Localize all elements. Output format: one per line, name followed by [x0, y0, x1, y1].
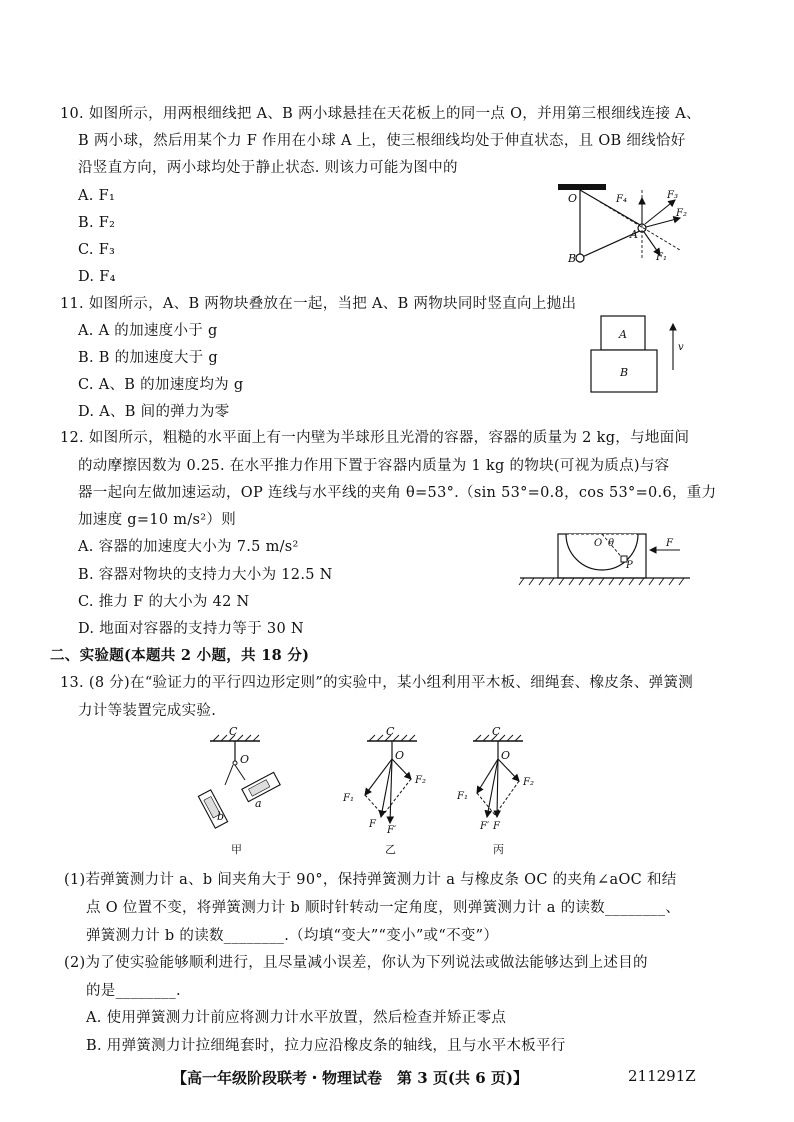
label-f1: F₁: [457, 791, 468, 802]
q13-part1-line2: 点 O 位置不变，将弹簧测力计 b 顺时针转动一定角度，则弹簧测力计 a 的读数________、: [86, 900, 681, 916]
label-block-a: A: [619, 328, 627, 341]
q12-option-a: A. 容器的加速度大小为 7.5 m/s²: [78, 539, 299, 555]
footer-title: 【高一年级阶段联考・物理试卷 第 3 页(共 6 页)】: [172, 1069, 528, 1087]
label-c: C: [229, 725, 238, 738]
q13-part1-line3: 弹簧测力计 b 的读数________.（均填“变大”“变小”或“不变”）: [86, 928, 499, 944]
q12-option-d: D. 地面对容器的支持力等于 30 N: [78, 621, 304, 637]
label-f: F: [493, 821, 500, 832]
caption-yi: 乙: [385, 843, 396, 856]
q10-stem-line2: B 两小球，然后用某个力 F 作用在小球 A 上，使三根细线均处于伸直状态，且 OB 细线恰好: [78, 133, 686, 149]
q12-stem-line4: 加速度 g=10 m/s²）则: [78, 512, 236, 528]
ceiling: [558, 184, 606, 190]
q10-stem-line1: 10. 如图所示，用两根细线把 A、B 两小球悬挂在天花板上的同一点 O，并用第三根细线连接 A、: [60, 106, 701, 122]
q12-figure: [520, 530, 695, 592]
label-o: O: [240, 753, 250, 766]
label-f1: F₁: [343, 793, 354, 804]
q11-option-b: B. B 的加速度大于 g: [78, 350, 218, 366]
label-f4: F₄: [616, 194, 627, 205]
label-f2: F₂: [415, 775, 426, 786]
label-theta: θ: [608, 538, 615, 549]
label-c: C: [386, 725, 395, 738]
label-o: O: [501, 749, 511, 762]
q10-option-b: B. F₂: [78, 215, 116, 231]
label-f: F: [369, 819, 376, 830]
q13-option-b: B. 用弹簧测力计拉细绳套时，拉力应沿橡皮条的轴线，且与水平木板平行: [86, 1038, 566, 1054]
q11-option-c: C. A、B 的加速度均为 g: [78, 377, 244, 393]
q10-stem-line3: 沿竖直方向，两小球均处于静止状态. 则该力可能为图中的: [78, 160, 458, 176]
q12-option-c: C. 推力 F 的大小为 42 N: [78, 594, 250, 610]
q11-stem: 11. 如图所示，A、B 两物块叠放在一起，当把 A、B 两物块同时竖直向上抛出: [60, 296, 577, 312]
ball-b: [576, 254, 584, 262]
label-a: a: [255, 797, 262, 810]
section-title: 二、实验题(本题共 2 小题，共 18 分): [50, 647, 310, 664]
q10-figure: [550, 180, 710, 270]
label-p: P: [626, 560, 633, 571]
label-f1: F₁: [656, 252, 667, 263]
label-fp: F′: [387, 825, 397, 836]
q13-figure-yi: [335, 725, 435, 855]
q11-option-d: D. A、B 间的弹力为零: [78, 404, 230, 420]
label-f3: F₃: [667, 190, 678, 201]
label-block-b: B: [620, 366, 629, 379]
footer-code: 211291Z: [628, 1067, 696, 1085]
label-fp: F′: [480, 821, 490, 832]
label-o: O: [395, 749, 405, 762]
q13-stem-line2: 力计等装置完成实验.: [78, 703, 217, 719]
q13-option-a: A. 使用弹簧测力计前应将测力计水平放置，然后检查并矫正零点: [86, 1010, 507, 1026]
q10-option-a: A. F₁: [78, 188, 116, 204]
label-b: b: [217, 810, 225, 823]
label-a: A: [630, 228, 638, 241]
caption-jia: 甲: [231, 843, 242, 856]
q11-option-a: A. A 的加速度小于 g: [78, 323, 218, 339]
q12-stem-line1: 12. 如图所示，粗糙的水平面上有一内壁为半球形且光滑的容器，容器的质量为 2 kg，与地面间: [60, 430, 690, 446]
label-c: C: [492, 725, 501, 738]
label-f: F: [666, 538, 673, 549]
q12-stem-line3: 器一起向左做加速运动，OP 连线与水平线的夹角 θ=53°.（sin 53°=0.8，cos 53°=0.6，重力: [78, 485, 717, 501]
q13-figure-jia: [185, 725, 305, 855]
q13-part2-line2: 的是________.: [86, 983, 181, 999]
q10-option-d: D. F₄: [78, 269, 116, 285]
q13-part2-line1: (2)为了使实验能够顺利进行，且尽量减小误差，你认为下列说法或做法能够达到上述目的: [64, 955, 648, 971]
label-f2: F₂: [523, 777, 534, 788]
label-o: O: [568, 192, 578, 205]
caption-bing: 丙: [493, 843, 504, 856]
label-f2: F₂: [676, 208, 687, 219]
q12-stem-line2: 的动摩擦因数为 0.25. 在水平推力作用下置于容器内质量为 1 kg 的物块(可视为质点)与容: [78, 458, 670, 474]
q13-part1-line1: (1)若弹簧测力计 a、b 间夹角大于 90°，保持弹簧测力计 a 与橡皮条 OC 的夹角∠aOC 和结: [64, 872, 677, 888]
q11-figure: [585, 314, 695, 396]
label-o: O: [594, 538, 603, 549]
label-b: B: [568, 252, 577, 265]
label-v: v: [678, 342, 684, 353]
q13-figure-bing: [455, 725, 555, 855]
q10-option-c: C. F₃: [78, 242, 116, 258]
q13-stem-line1: 13. (8 分)在“验证力的平行四边形定则”的实验中，某小组利用平木板、细绳套、橡皮条、弹簧测: [60, 675, 694, 691]
q12-option-b: B. 容器对物块的支持力大小为 12.5 N: [78, 567, 333, 583]
